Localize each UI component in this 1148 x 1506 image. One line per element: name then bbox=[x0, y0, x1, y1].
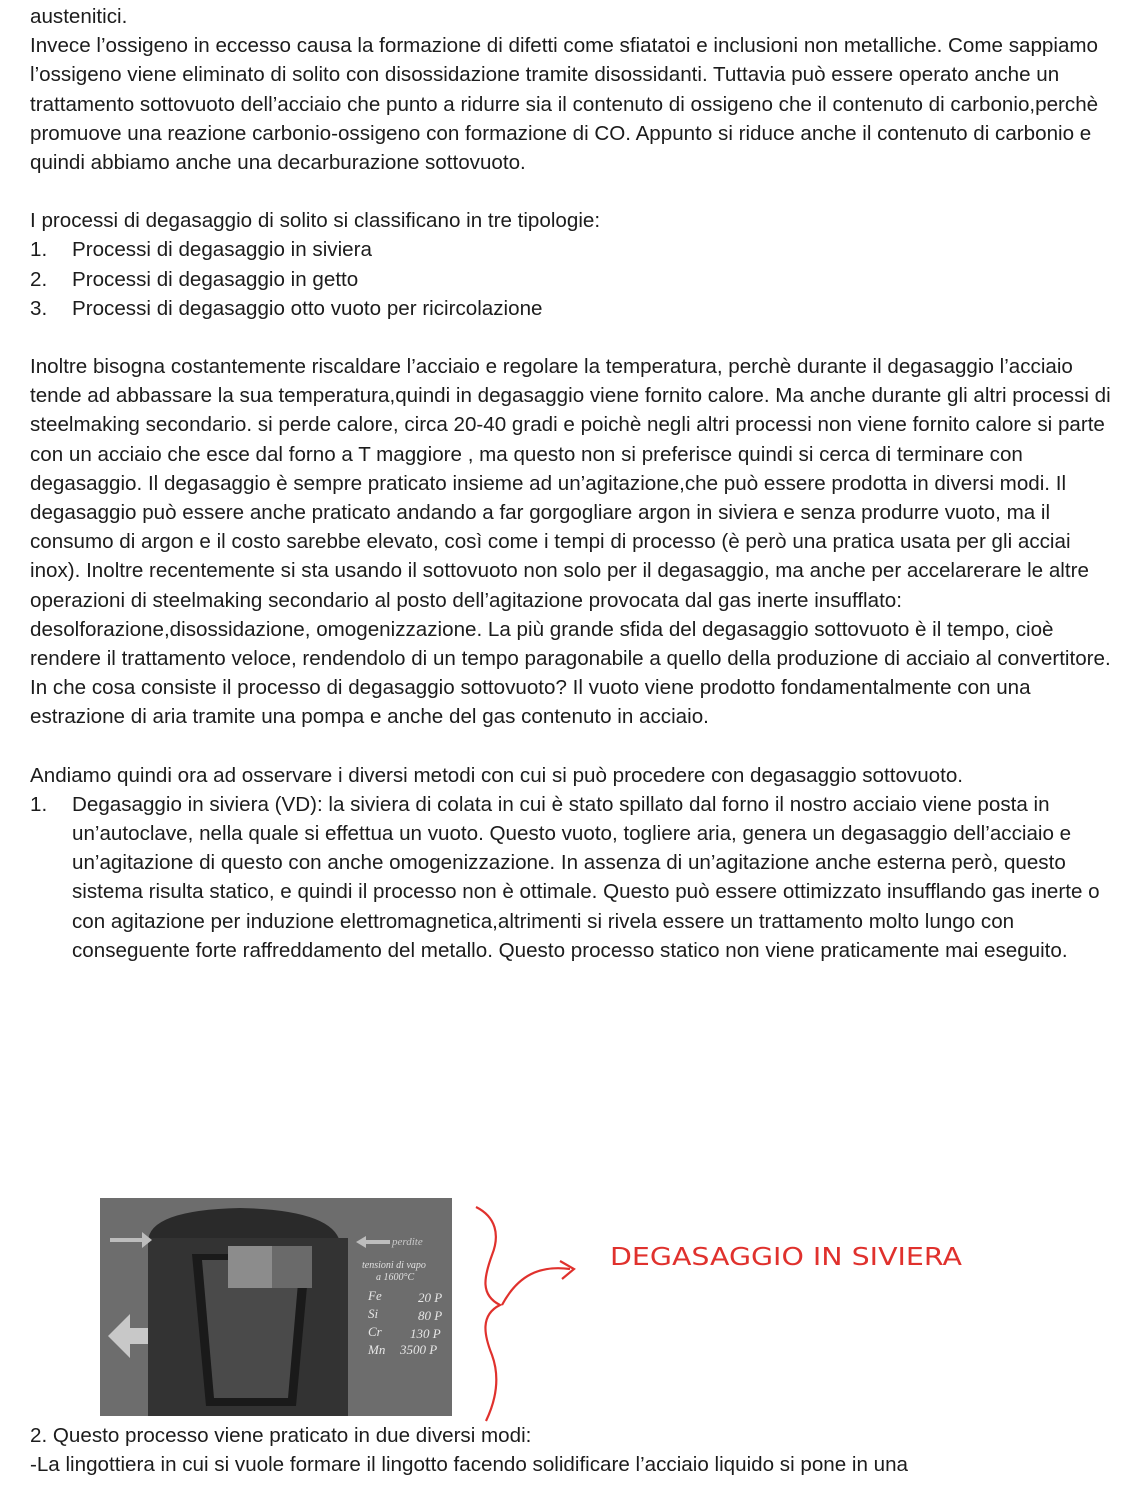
list-item: 1. Degasaggio in siviera (VD): la siviera di colata in cui è stato spillato dal forno il nostro acciaio viene posta in un’autoclave, nella quale si effettua un vuoto. Questo vuoto, togliere aria, genera un degasaggio dell’acciaio e un’agitazione di questo con anche omogenizzazione. In assenza di un’agitazione anche esterna però, questo sistema risulta statico, e quindi il processo non è ottimale. Questo può essere ottimizzato insufflando gas inerte o con agitazione per induzione elettromagnetica,altrimenti si rivela essere un trattamento molto lungo con conseguente forte raffreddamento del metallo. Questo processo statico non viene praticamente mai eseguito. bbox=[30, 792, 1100, 962]
classification-list bbox=[30, 235, 1125, 323]
paragraph-heat: Inoltre bisogna costantemente riscaldare l’acciaio e regolare la temperatura, perchè durante il degasaggio l’acciaio tende ad abbassare la sua temperatura,quindi in degasaggio viene fornito calore. Ma anche durante gli altri processi di steelmaking secondario. si perde calore, circa 20-40 gradi e poichè negli altri processi non viene fornito calore si parte con un acciaio che esce dal forno a T maggiore , ma questo non si preferisce quindi si cerca di terminare con degasaggio. Il degasaggio è sempre praticato insieme ad un’agitazione,che può essere prodotta in diversi modi. Il degasaggio può essere anche praticato andando a far gorgogliare argon in siviera e senza produrre vuoto, ma il consumo di argon e il costo sarebbe elevato, così come i tempi di processo (è però una pratica usata per gli acciai inox). Inoltre recentemente si sta usando il sottovuoto non solo per il degasaggio, ma anche per accelarerare le altre operazioni di steelmaking secondario al posto dell’agitazione provocata dal gas inerte insufflato: desolforazione,disossidazione, omogenizzazione. La più grande sfida del degasaggio sottovuoto è il tempo, cioè rendere il trattamento veloce, rendendolo di un tempo paragonabile a quello della produzione di acciaio al convertitore. In che cosa consiste il processo di degasaggio sottovuoto? Il vuoto viene prodotto fondamentalmente con una estrazione di aria tramite una pompa e anche del gas contenuto in acciaio. bbox=[30, 355, 1111, 729]
list-item: 3. Processi di degasaggio otto vuoto per ricircolazione bbox=[30, 296, 543, 320]
figure-element: Cr bbox=[368, 1324, 382, 1339]
document-continuation bbox=[30, 1421, 1125, 1479]
paragraph-austenitici: austenitici. bbox=[30, 5, 128, 28]
paragraph-two-modes: 2. Questo processo viene praticato in due diversi modi: bbox=[30, 1424, 532, 1447]
document-body bbox=[30, 2, 1125, 965]
paragraph-ingot-mould: -La lingottiera in cui si vuole formare il lingotto facendo solidificare l’acciaio liquido si pone in una bbox=[30, 1453, 909, 1477]
brace-arrow bbox=[470, 1205, 990, 1425]
handwritten-annotation bbox=[470, 1205, 990, 1425]
ladle-diagram bbox=[100, 1198, 452, 1416]
figure-caption-temp: a 1600°C bbox=[376, 1272, 415, 1283]
figure-value: 3500 P bbox=[400, 1342, 438, 1357]
figure-value: 20 P bbox=[418, 1290, 443, 1305]
figure-value: 130 P bbox=[410, 1326, 441, 1341]
classification-intro: I processi di degasaggio di solito si classificano in tre tipologie: bbox=[30, 209, 601, 233]
figure-value: 80 P bbox=[418, 1308, 443, 1323]
ladle-degassing-figure bbox=[100, 1198, 452, 1416]
figure-element: Fe bbox=[368, 1288, 382, 1303]
figure-element: Si bbox=[368, 1306, 379, 1321]
methods-intro: Andiamo quindi ora ad osservare i diversi metodi con cui si può procedere con degasaggio sottovuoto. bbox=[30, 763, 963, 787]
list-item: 1. Processi di degasaggio in siviera bbox=[30, 238, 372, 262]
methods-list bbox=[30, 790, 1125, 965]
figure-caption-vapour: tensioni di vapo bbox=[362, 1260, 426, 1271]
annotation-text: DEGASAGGIO IN SIVIERA bbox=[610, 1242, 962, 1271]
list-item: 2. Processi di degasaggio in getto bbox=[30, 267, 359, 291]
figure-element: Mn bbox=[368, 1342, 386, 1357]
figure-label-losses: perdite bbox=[392, 1236, 423, 1248]
paragraph-oxygen: Invece l’ossigeno in eccesso causa la formazione di difetti come sfiatatoi e inclusioni non metalliche. Come sappiamo l’ossigeno viene eliminato di solito con disossidazione tramite disossidanti. Tuttavia può essere operato anche un trattamento sottovuoto dell’acciaio che punto a ridurre sia il contenuto di ossigeno che il contenuto di carbonio,perchè promuove una reazione carbonio-ossigeno con formazione di CO. Appunto si riduce anche il contenuto di carbonio e quindi abbiamo anche una decarburazione sottovuoto. bbox=[30, 34, 1099, 175]
